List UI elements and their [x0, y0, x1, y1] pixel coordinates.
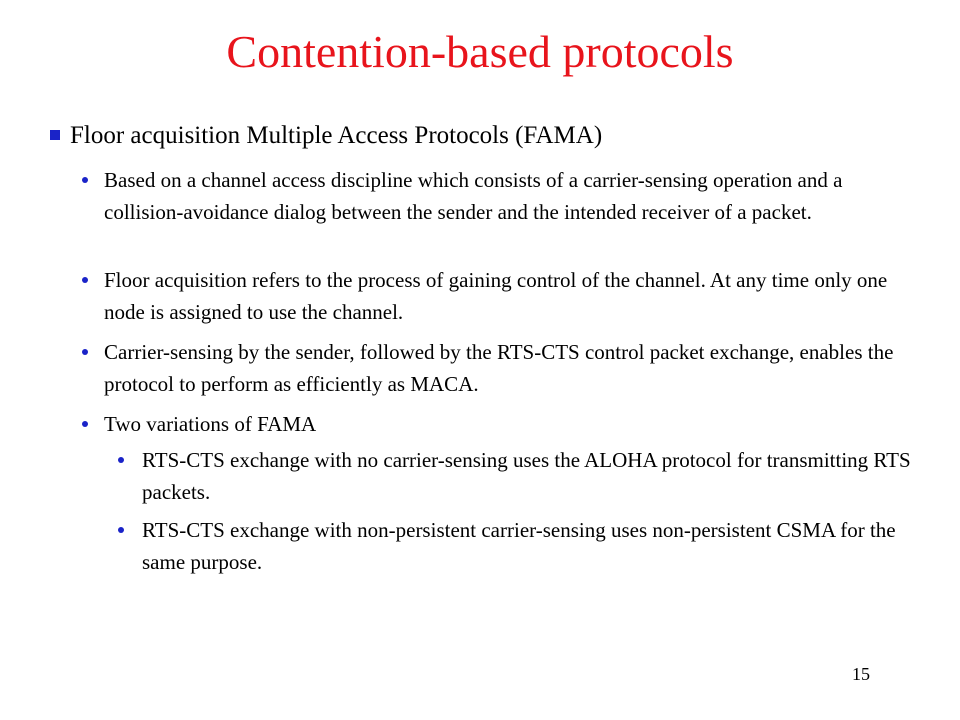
sub-bullet-text: RTS-CTS exchange with non-persistent carrier-sensing uses non-persistent CSMA for the same purpose.	[142, 518, 896, 574]
square-bullet-icon	[50, 130, 60, 140]
bullet-text: Based on a channel access discipline which consists of a carrier-sensing operation and a collision-avoidance dialog between the sender and the intended receiver of a packet.	[104, 168, 843, 224]
dot-bullet-icon	[82, 421, 88, 427]
main-bullet-text: Floor acquisition Multiple Access Protocols (FAMA)	[70, 122, 603, 149]
bullet-text: Two variations of FAMA	[104, 412, 317, 436]
dot-bullet-icon	[82, 349, 88, 355]
bullet-text: Floor acquisition refers to the process of gaining control of the channel. At any time only one node is assigned to use the channel.	[104, 268, 888, 324]
dot-bullet-icon	[118, 457, 124, 463]
dot-bullet-icon	[82, 277, 88, 283]
page-number: 15	[852, 664, 870, 684]
slide-title: Contention-based protocols	[226, 26, 734, 77]
dot-bullet-icon	[118, 527, 124, 533]
dot-bullet-icon	[82, 177, 88, 183]
sub-bullet-text: RTS-CTS exchange with no carrier-sensing uses the ALOHA protocol for transmitting RTS packets.	[142, 448, 911, 504]
bullet-text: Carrier-sensing by the sender, followed by the RTS-CTS control packet exchange, enables the protocol to perform as efficiently as MACA.	[104, 340, 894, 396]
